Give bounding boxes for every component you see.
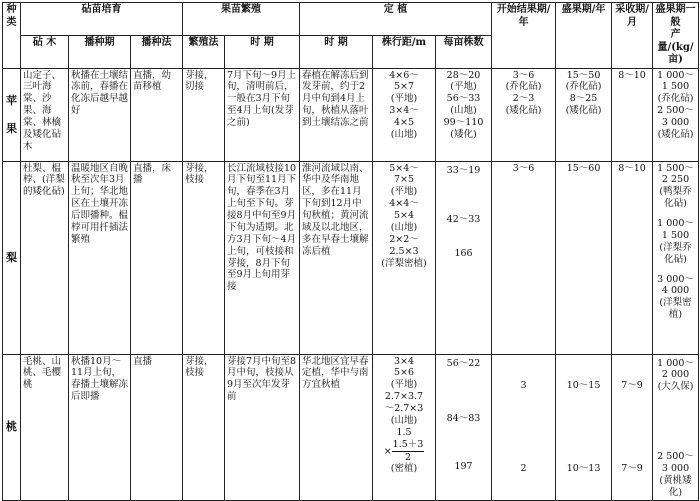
peach-peak-year: 10～15 10～13 <box>556 354 612 500</box>
header-rootstock: 砧 木 <box>21 35 69 68</box>
pear-start-year: 3～6 <box>492 161 556 354</box>
pear-plant-time: 淮河流域以南、华中及华南地区，多在11月下旬到12月中旬秋植；黄河流域及以北地区，多在早春土壤解冻后植 <box>300 161 373 354</box>
header-graft-group: 果苗繁殖 <box>183 3 300 36</box>
header-plant-group: 定 植 <box>300 3 492 36</box>
apple-sow-time: 秋播在土壤结冻前，春播在化冻后越早越好 <box>69 68 131 161</box>
pear-kind: 梨 <box>3 161 21 354</box>
apple-kind <box>3 68 21 161</box>
header-row-1 <box>3 3 699 36</box>
peach-kind: 桃 <box>3 354 21 500</box>
peach-yield: 1 000～2 000 (大久保) 2 500～3 000 (黄桃矮化) <box>653 354 699 500</box>
pear-per-mu: 33～19 42～33 166 <box>436 161 492 354</box>
apple-start-year: 3～6 (乔化砧) 2～3 (矮化砧) <box>492 68 556 161</box>
header-sow-method: 播种法 <box>131 35 183 68</box>
peach-per-mu: 56～22 84～83 197 <box>436 354 492 500</box>
apple-spacing: 4×6～ 5×7 (平地) 3×4～ 4×5 (山地) <box>373 68 436 161</box>
header-yield <box>653 3 699 69</box>
pear-peak-year: 15～60 <box>556 161 612 354</box>
pear-harvest: 8～10 <box>612 161 653 354</box>
peach-spacing-fraction: × $\frac{1.5+3}{2}$ <box>383 438 424 463</box>
apple-yield: 1 000～1 500 (乔化砧) 2 500～3 000 (矮化砧) <box>653 68 699 161</box>
row-peach <box>3 354 699 500</box>
apple-graft-method: 芽接，切接 <box>183 68 225 161</box>
header-yield-line2: 产量/(kg/亩) <box>657 29 694 65</box>
peach-graft-method: 芽接，枝接 <box>183 354 225 500</box>
apple-plant-time: 春植在解冻后到发芽前，约于2月中旬到4月上旬，秋植从落叶到土壤结冻之前 <box>300 68 373 161</box>
pear-yield: 1 500～2 250 (鸭梨乔化砧) 1 000～1 500 (洋梨乔化砧) 3 000～4 000 (洋梨密植) <box>653 161 699 354</box>
header-plant-time: 时 期 <box>300 35 373 68</box>
peach-plant-time: 华北地区宜早春定植，华中与南方宜秋植 <box>300 354 373 500</box>
header-rootstock-group: 砧苗培育 <box>21 3 183 36</box>
header-harvest: 采收期/月 <box>612 3 653 69</box>
row-pear <box>3 161 699 354</box>
peach-harvest: 7～9 7～9 <box>612 354 653 500</box>
fruit-tree-table <box>2 2 699 501</box>
peach-rootstock: 毛桃、山桃、毛樱桃 <box>21 354 69 500</box>
apple-per-mu: 28～20 (平地) 56～33 (山地) 99～110 (矮化) <box>436 68 492 161</box>
apple-graft-time: 7月下旬～9月上旬，清明前后，一般在3月下旬至4月上旬(发芽之前) <box>225 68 300 161</box>
apple-kind-char-1: 苹 <box>6 93 17 107</box>
row-apple <box>3 68 699 161</box>
pear-sow-method: 直播，床播 <box>131 161 183 354</box>
pear-spacing: 5×4～ 7×5 (平地) 4×4～ 5×4 (山地) 2×2～ 2.5×3 (洋梨密植) <box>373 161 436 354</box>
peach-sow-method: 直播 <box>131 354 183 500</box>
apple-rootstock: 山定子、三叶海棠、沙果、海棠、林檎及矮化砧木 <box>21 68 69 161</box>
peach-sow-time: 秋播10月～11月上旬，春播土壤解冻后即播 <box>69 354 131 500</box>
apple-peak-year: 15～50 (乔化砧) 8～25 (矮化砧) <box>556 68 612 161</box>
peach-spacing: 3×4 5×6 (平地) 2.7×3.7 ～2.7×3 (山地) 1.5 × $\frac{1.5+3}{2}$ (密植) <box>373 354 436 500</box>
header-yield-line1: 盛果期一般 <box>655 4 696 28</box>
header-graft-time: 时 期 <box>225 35 300 68</box>
header-peak-year: 盛果期/年 <box>556 3 612 69</box>
pear-graft-method: 芽接，枝接 <box>183 161 225 354</box>
header-per-mu: 每亩株数 <box>436 35 492 68</box>
header-start-year: 开始结果期/年 <box>492 3 556 69</box>
apple-harvest: 8～10 <box>612 68 653 161</box>
apple-sow-method: 直播，幼苗移植 <box>131 68 183 161</box>
apple-kind-char-2: 果 <box>6 121 17 135</box>
peach-start-year: 3 2 <box>492 354 556 500</box>
pear-rootstock: 杜梨、榅桲、(洋梨的矮化砧) <box>21 161 69 354</box>
pear-sow-time: 温暖地区自晚秋至次年3月上旬；华北地区在土壤开冻后即播种。榅桲可用扦插法繁殖 <box>69 161 131 354</box>
peach-graft-time: 芽接7月中旬至8月中旬，枝接从9月至次年发芽前 <box>225 354 300 500</box>
header-species: 种类 <box>3 3 21 69</box>
header-sow-time: 播种期 <box>69 35 131 68</box>
header-graft-method: 繁殖法 <box>183 35 225 68</box>
pear-graft-time: 长江流域枝接10月下旬至11月下旬，春季在3月上旬至下旬。芽接8月中旬至9月下旬为适期。北方3月下旬～4月上旬，可枝接和芽接，8月下旬至9月上旬用芽接 <box>225 161 300 354</box>
header-spacing: 株行距/m <box>373 35 436 68</box>
